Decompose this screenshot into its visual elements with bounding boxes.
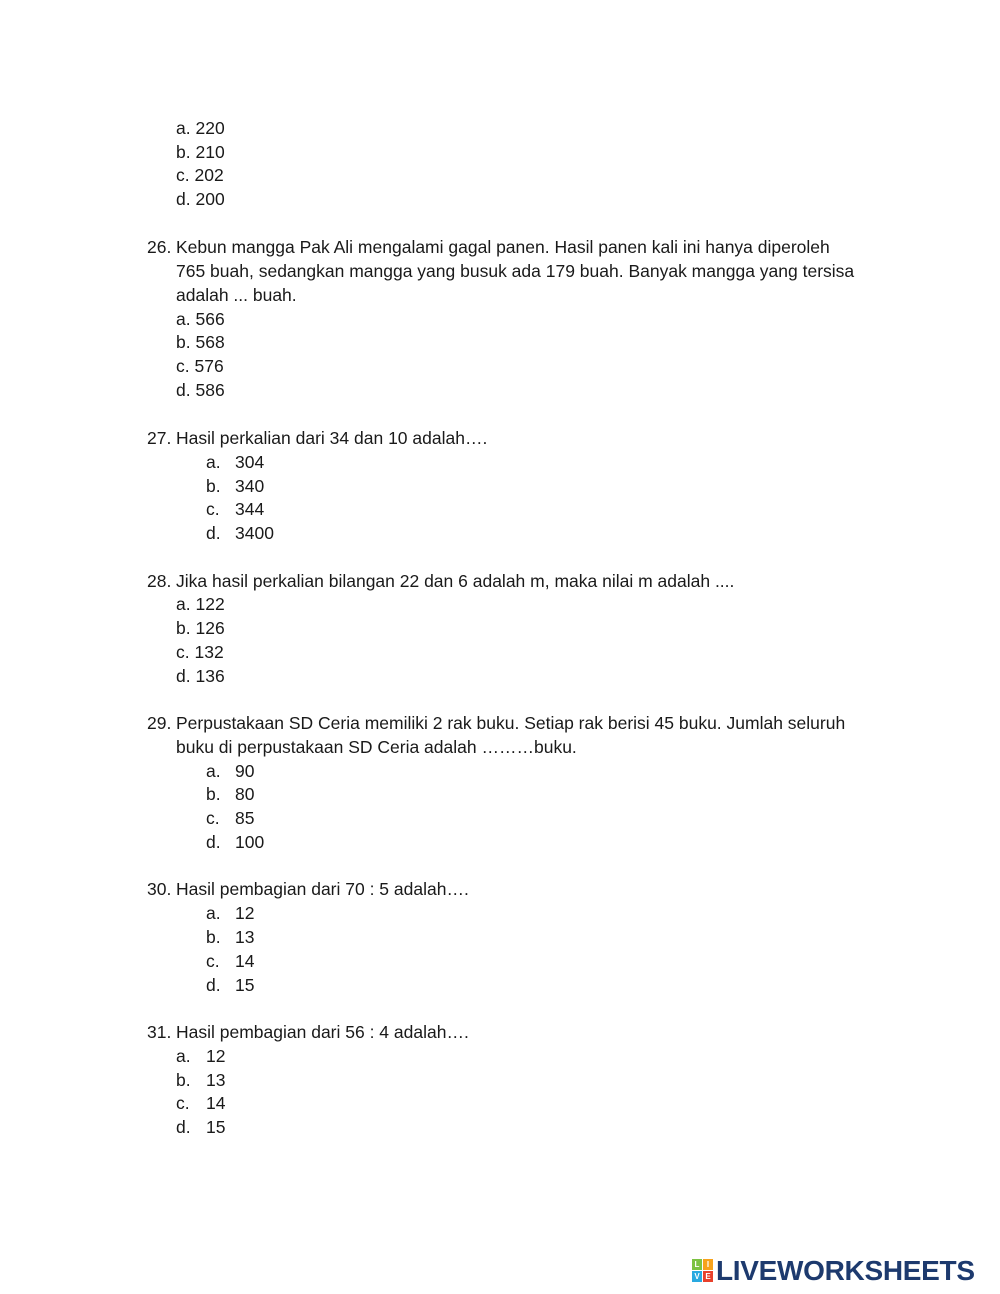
q26-option-a[interactable]: a. 566 bbox=[176, 309, 225, 329]
question-text-line: 765 buah, sedangkan mangga yang busuk ada 179 buah. Banyak mangga yang tersisa bbox=[176, 261, 855, 281]
q26-option-d[interactable]: d. 586 bbox=[176, 380, 225, 400]
question-number: 29. bbox=[147, 713, 172, 733]
question-text-line: Hasil perkalian dari 34 dan 10 adalah…. bbox=[176, 428, 488, 448]
question-number: 27. bbox=[147, 428, 172, 448]
question-number: 28. bbox=[147, 571, 172, 591]
q28-option-b[interactable]: b. 126 bbox=[176, 618, 225, 638]
q28-option-c[interactable]: c. 132 bbox=[176, 642, 224, 662]
liveworksheets-mark-icon: L I V E bbox=[692, 1259, 714, 1283]
question-text-line: buku di perpustakaan SD Ceria adalah ………buku. bbox=[176, 737, 577, 757]
question-number: 31. bbox=[147, 1022, 172, 1042]
question-text-line: Jika hasil perkalian bilangan 22 dan 6 adalah m, maka nilai m adalah .... bbox=[176, 571, 735, 591]
q25-option-d[interactable]: d. 200 bbox=[176, 189, 225, 209]
q25-option-b[interactable]: b. 210 bbox=[176, 142, 225, 162]
q26-option-b[interactable]: b. 568 bbox=[176, 332, 225, 352]
question-number: 26. bbox=[147, 237, 172, 257]
question-text-line: Hasil pembagian dari 56 : 4 adalah…. bbox=[176, 1022, 469, 1042]
q26-option-c[interactable]: c. 576 bbox=[176, 356, 224, 376]
q25-option-a[interactable]: a. 220 bbox=[176, 118, 225, 138]
q28-option-a[interactable]: a. 122 bbox=[176, 594, 225, 614]
liveworksheets-logo bbox=[692, 1254, 992, 1288]
question-number: 30. bbox=[147, 879, 172, 899]
question-text-line: adalah ... buah. bbox=[176, 285, 297, 305]
q28-option-d[interactable]: d. 136 bbox=[176, 666, 225, 686]
question-text-line: Kebun mangga Pak Ali mengalami gagal panen. Hasil panen kali ini hanya diperoleh bbox=[176, 237, 830, 257]
question-text-line: Perpustakaan SD Ceria memiliki 2 rak buku. Setiap rak berisi 45 buku. Jumlah seluruh bbox=[176, 713, 846, 733]
q25-option-c[interactable]: c. 202 bbox=[176, 165, 224, 185]
logo-text: LIVEWORKSHEETS bbox=[716, 1255, 975, 1286]
question-text-line: Hasil pembagian dari 70 : 5 adalah…. bbox=[176, 879, 469, 899]
